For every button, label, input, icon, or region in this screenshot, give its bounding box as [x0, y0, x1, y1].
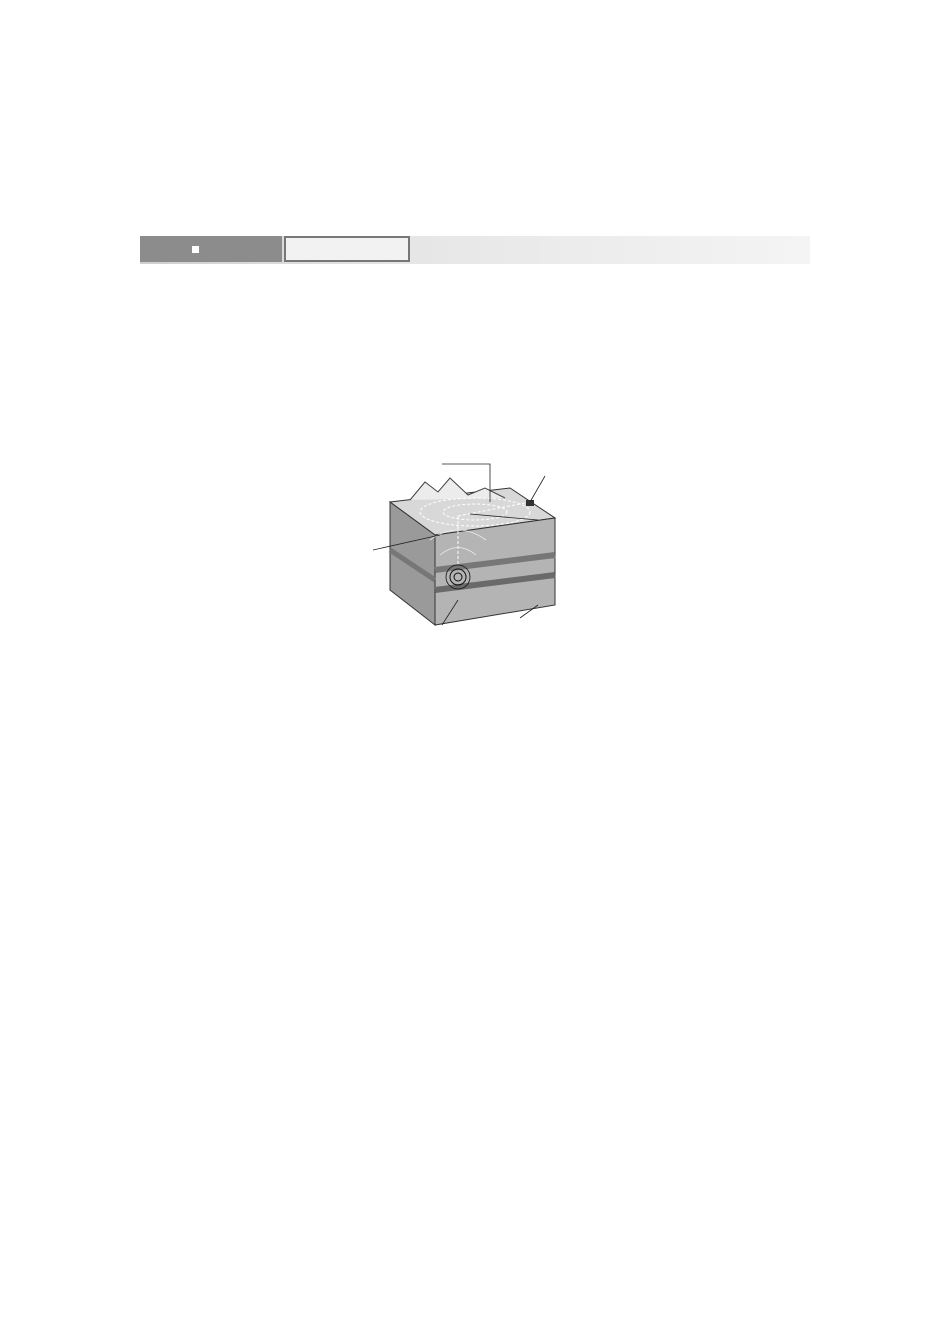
section-banner [140, 236, 810, 264]
banner-right-label [284, 236, 410, 262]
square-bullet-icon [192, 246, 199, 253]
earthquake-block-illustration [290, 440, 670, 672]
banner-dark-tab [140, 236, 282, 262]
earthquake-structure-diagram [290, 440, 670, 672]
